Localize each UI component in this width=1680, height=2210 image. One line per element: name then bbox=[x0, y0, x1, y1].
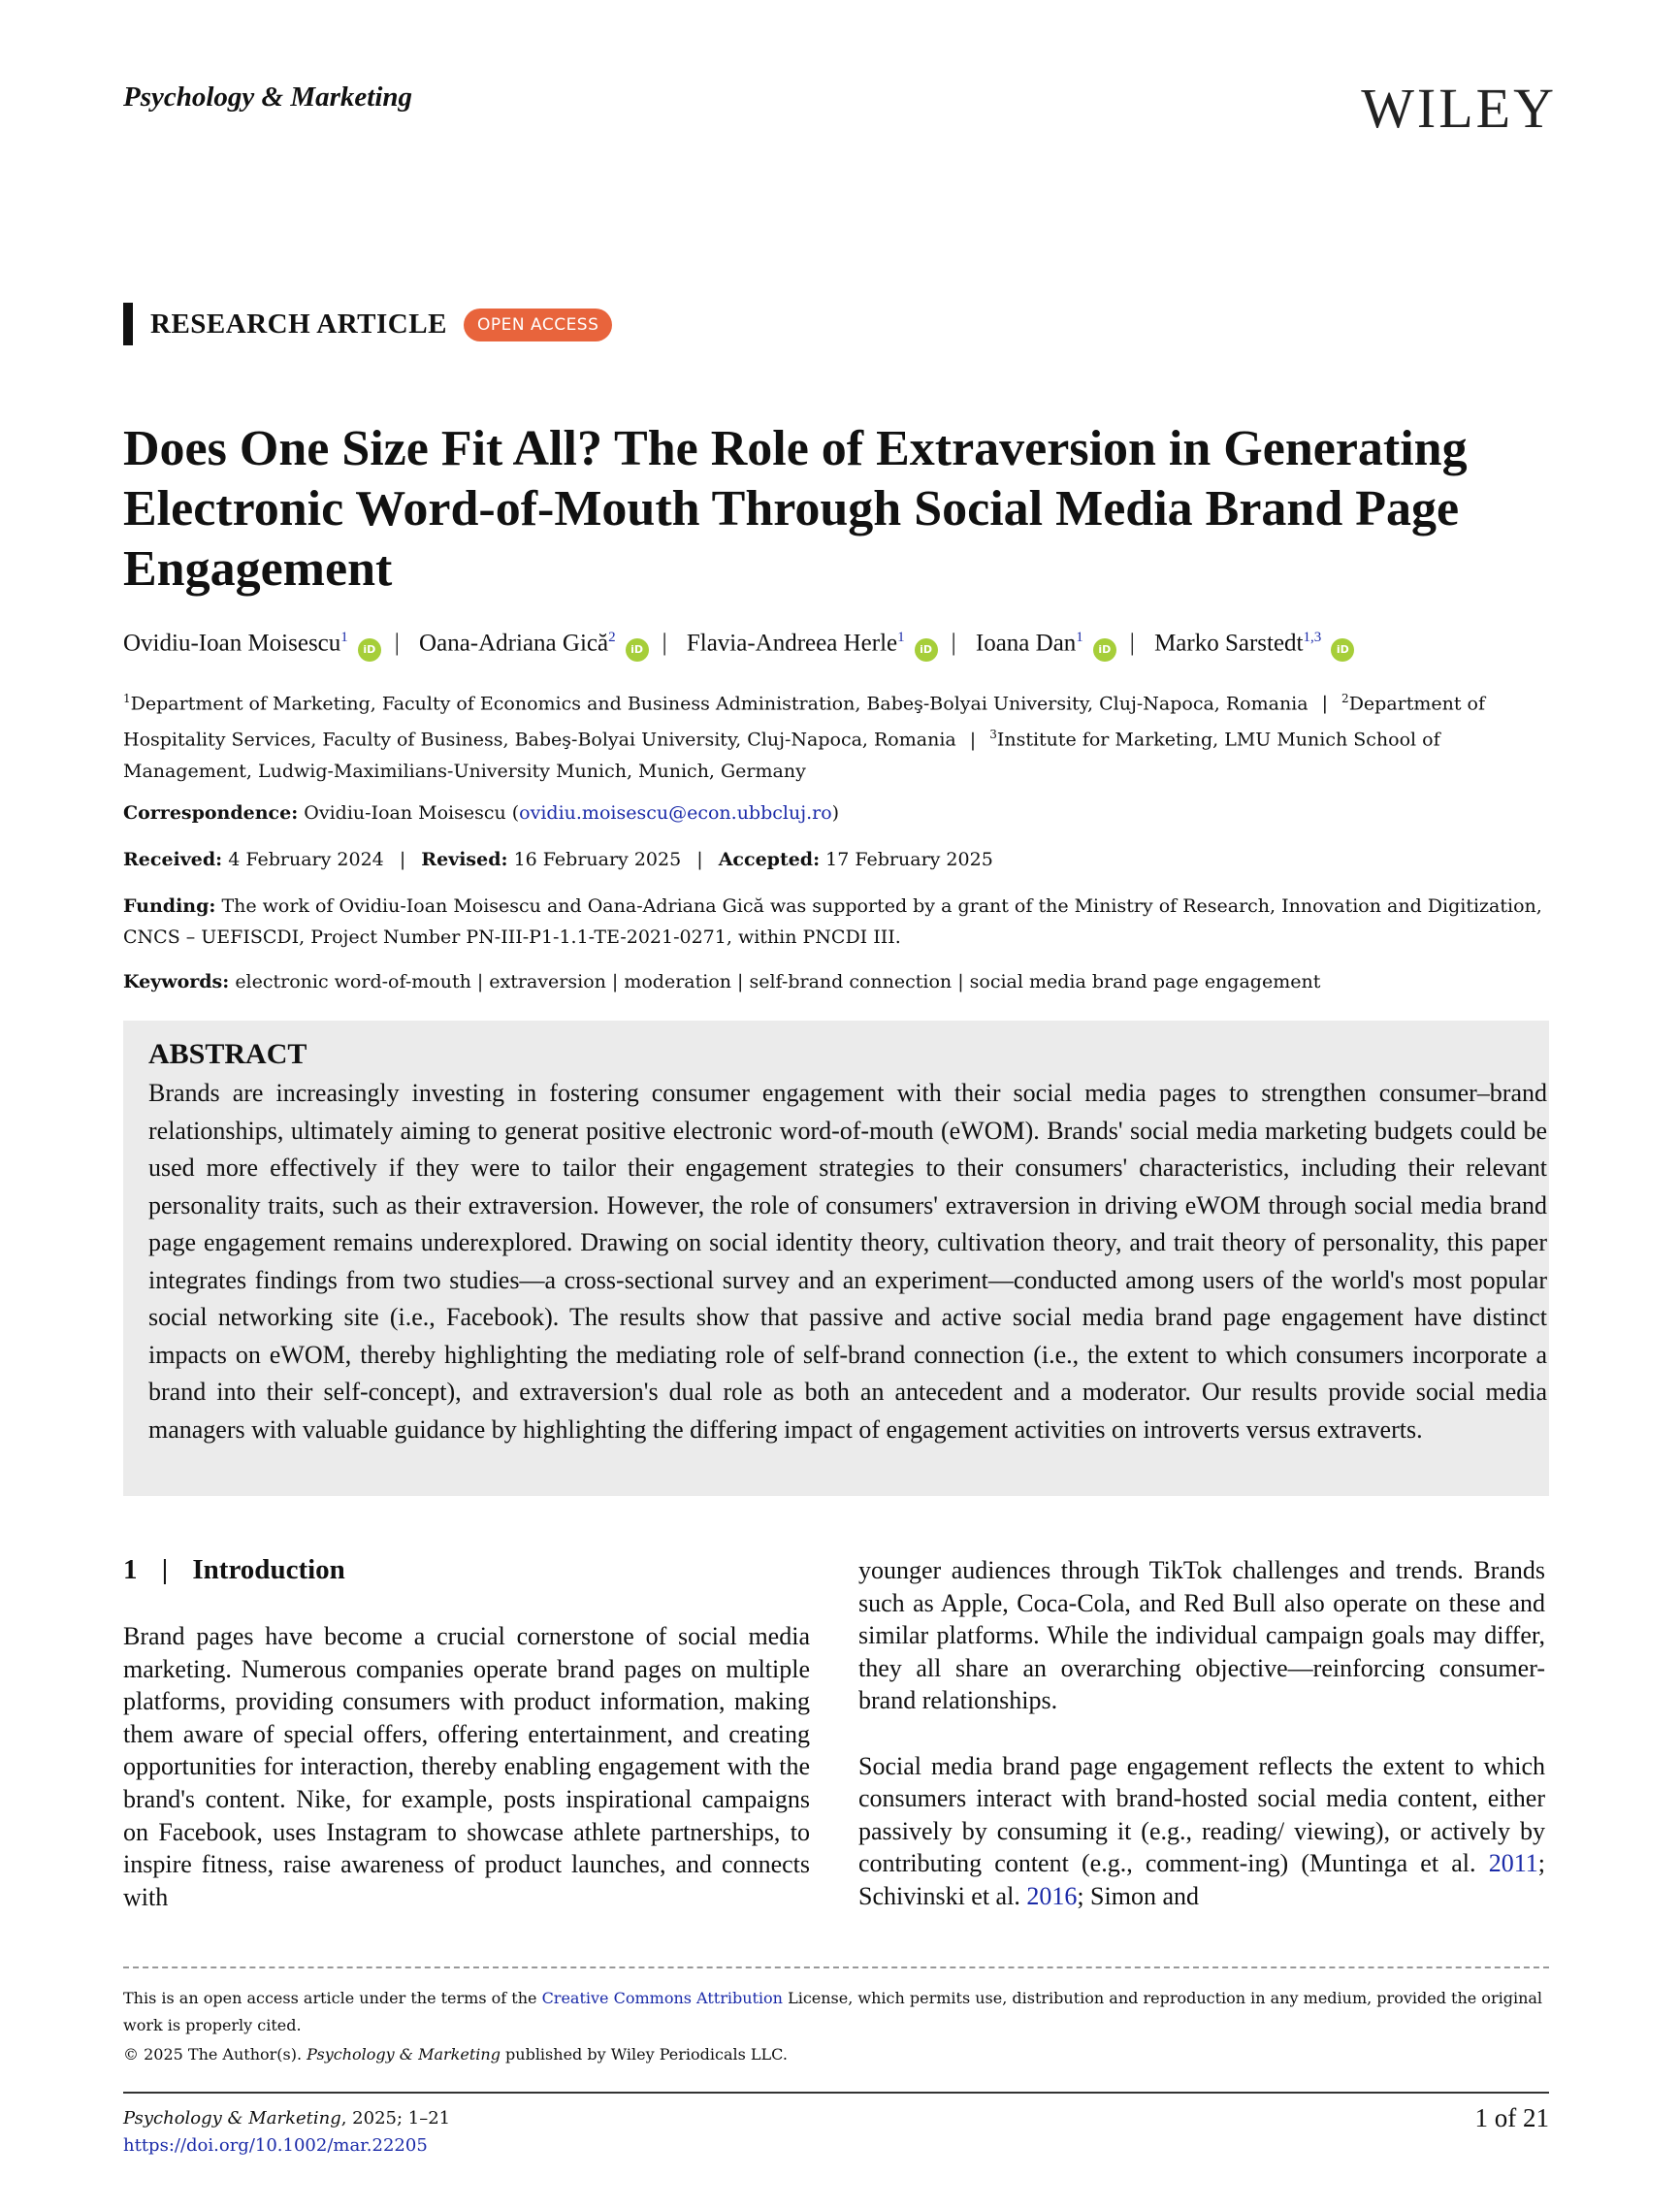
keywords bbox=[123, 966, 1559, 997]
affiliation-number: 3 bbox=[989, 728, 997, 742]
correspondence-label: Correspondence: bbox=[123, 802, 299, 824]
journal-name: Psychology & Marketing bbox=[123, 81, 413, 113]
author-name[interactable]: Flavia-Andreea Herle bbox=[686, 630, 898, 657]
author-affiliation-ref: 1,3 bbox=[1303, 630, 1322, 645]
author-affiliation-ref: 1 bbox=[1076, 630, 1083, 645]
received-date: 4 February 2024 bbox=[228, 849, 384, 870]
copyright-text: © 2025 The Author(s). bbox=[123, 2045, 307, 2064]
license-text: This is an open access article under the terms of the bbox=[123, 1989, 542, 2007]
revised-date: 16 February 2025 bbox=[513, 849, 682, 870]
author-separator: | bbox=[951, 630, 956, 657]
intro-paragraph: Brand pages have become a crucial cornerstone of social media marketing. Numerous companies operate brand pages on multiple platforms, providing consumers with product information, making them aware of special offers, offering entertainment, and creating opportunities for interaction, thereby enabling engagement with the brand's content. Nike, for example, posts inspirational campaigns on Facebook, uses Instagram to showcase athlete partnerships, to inspire fitness, raise awareness of product launches, and connects with bbox=[123, 1622, 810, 1911]
received-label: Received: bbox=[123, 849, 223, 870]
affiliation-text: Department of Hospitality Services, Faculty of Business, Babeş-Bolyai University, Cluj-Napoca, Romania bbox=[123, 693, 1486, 751]
accepted-label: Accepted: bbox=[718, 849, 821, 870]
affiliation-number: 2 bbox=[1341, 692, 1349, 705]
intro-paragraph bbox=[858, 1750, 1545, 1913]
article-type-bar bbox=[123, 303, 133, 345]
open-access-badge: OPEN ACCESS bbox=[464, 309, 612, 341]
correspondence-email-link[interactable]: ovidiu.moisescu@econ.ubbcluj.ro bbox=[519, 802, 832, 824]
author-affiliation-ref: 2 bbox=[608, 630, 616, 645]
keywords-text: electronic word-of-mouth | extraversion | moderation | self-brand connection | social media brand page engagement bbox=[235, 971, 1321, 992]
footer-citation bbox=[123, 2105, 450, 2160]
intro-left-column bbox=[123, 1620, 810, 1946]
article-title: Does One Size Fit All? The Role of Extraversion in Generating Electronic Word-of-Mouth Through Social Media Brand Page Engagement bbox=[123, 421, 1468, 597]
paragraph-text: Social media brand page engagement reflects the extent to which consumers interact with brand-hosted social media content, either passively by consuming it (e.g., reading/ viewing), or actively by contributing content (e.g., comment-ing) (Muntinga et al. bbox=[858, 1751, 1545, 1878]
page-number: 1 of 21 bbox=[1474, 2103, 1549, 2132]
article-dates bbox=[123, 844, 1559, 875]
correspondence-name: Ovidiu-Ioan Moisescu bbox=[304, 802, 506, 824]
intro-right-column bbox=[858, 1554, 1545, 1945]
date-separator: | bbox=[696, 849, 703, 870]
paragraph-text: ; Simon and bbox=[1077, 1881, 1199, 1910]
license-text: License, which permits use, distribution and reproduction in any medium, provided the original work is properly cited. bbox=[123, 1989, 1543, 2034]
copyright-text: published by Wiley Periodicals LLC. bbox=[500, 2045, 788, 2064]
revised-label: Revised: bbox=[421, 849, 508, 870]
affiliation-number: 1 bbox=[123, 692, 131, 705]
footer-rule bbox=[123, 2092, 1549, 2094]
section-title: Introduction bbox=[192, 1554, 345, 1585]
accepted-date: 17 February 2025 bbox=[825, 849, 993, 870]
abstract-heading: ABSTRACT bbox=[148, 1038, 307, 1070]
intro-paragraph: younger audiences through TikTok challenges and trends. Brands such as Apple, Coca-Cola, and Red Bull also operate on these and similar platforms. While the individual campaign goals may differ, they all share an overarching objective—reinforcing consumer-brand relationships. bbox=[858, 1556, 1545, 1715]
funding-label: Funding: bbox=[123, 895, 216, 917]
author-list bbox=[123, 621, 1578, 662]
footer-journal: Psychology & Marketing bbox=[123, 2108, 341, 2129]
orcid-icon[interactable]: iD bbox=[626, 638, 649, 662]
author-name[interactable]: Marko Sarstedt bbox=[1154, 630, 1304, 657]
creative-commons-link[interactable]: Creative Commons Attribution bbox=[541, 1989, 783, 2007]
orcid-icon[interactable]: iD bbox=[1093, 638, 1116, 662]
funding bbox=[123, 891, 1559, 953]
license-notice bbox=[123, 1985, 1549, 2039]
section-heading bbox=[123, 1554, 345, 1586]
publisher-logo: WILEY bbox=[1361, 77, 1557, 140]
correspondence: Correspondence: Ovidiu-Ioan Moisescu (ovidiu.moisescu@econ.ubbcluj.ro) bbox=[123, 802, 840, 824]
affiliations bbox=[123, 683, 1559, 787]
affiliation-separator: | bbox=[969, 729, 977, 751]
author-affiliation-ref: 1 bbox=[340, 630, 348, 645]
copyright-journal: Psychology & Marketing bbox=[307, 2045, 501, 2064]
section-number: 1 bbox=[123, 1554, 138, 1585]
license-divider bbox=[123, 1966, 1549, 1968]
citation-link[interactable]: 2016 bbox=[1026, 1881, 1078, 1910]
doi-link[interactable]: https://doi.org/10.1002/mar.22205 bbox=[123, 2135, 428, 2156]
funding-text: The work of Ovidiu-Ioan Moisescu and Oana-Adriana Gică was supported by a grant of the Ministry of Research, Innovation and Digitization, CNCS – UEFISCDI, Project Number PN-III-P1-1.1-TE-2021-0271, within PNCDI III. bbox=[123, 895, 1542, 948]
author-separator: | bbox=[662, 630, 667, 657]
keywords-label: Keywords: bbox=[123, 971, 230, 992]
author-separator: | bbox=[394, 630, 400, 657]
affiliation-text: Institute for Marketing, LMU Munich School of Management, Ludwig-Maximilians-University Munich, Munich, Germany bbox=[123, 729, 1440, 782]
author-name[interactable]: Oana-Adriana Gică bbox=[419, 630, 609, 657]
citation-link[interactable]: 2011 bbox=[1488, 1849, 1538, 1878]
article-type: RESEARCH ARTICLE bbox=[150, 309, 447, 340]
date-separator: | bbox=[399, 849, 406, 870]
orcid-icon[interactable]: iD bbox=[358, 638, 381, 662]
orcid-icon[interactable]: iD bbox=[915, 638, 938, 662]
affiliation-separator: | bbox=[1321, 693, 1329, 715]
footer-volume: , 2025; 1–21 bbox=[340, 2108, 451, 2129]
copyright-notice bbox=[123, 2045, 788, 2064]
affiliation-text: Department of Marketing, Faculty of Economics and Business Administration, Babeş-Bolyai University, Cluj-Napoca, Romania bbox=[130, 693, 1308, 715]
abstract-text: Brands are increasingly investing in fostering consumer engagement with their social media pages to strengthen consumer–brand relationships, ultimately aiming to generat positive electronic word-of-mouth (eWOM). Brands' social media marketing budgets could be used more effectively if they were to tailor their engagement strategies to their consumers' characteristics, including their relevant personality traits, such as their extraversion. However, the role of consumers' extraversion in driving eWOM through social media brand page engagement remains underexplored. Drawing on social identity theory, cultivation theory, and trait theory of personality, this paper integrates findings from two studies—a cross-sectional survey and an experiment—conducted among users of the world's most popular social networking site (i.e., Facebook). The results show that passive and active social media brand page engagement have distinct impacts on eWOM, thereby highlighting the mediating role of self-brand connection (i.e., the extent to which consumers incorporate a brand into their self-concept), and extraversion's dual role as both an antecedent and a moderator. Our results provide social media managers with valuable guidance by highlighting the differing impact of engagement activities on introverts versus extraverts. bbox=[148, 1079, 1547, 1444]
orcid-icon[interactable]: iD bbox=[1331, 638, 1354, 662]
author-name[interactable]: Ioana Dan bbox=[975, 630, 1077, 657]
section-separator: | bbox=[161, 1554, 169, 1585]
paragraph-text: ; Schivinski et al. bbox=[858, 1849, 1545, 1910]
author-name[interactable]: Ovidiu-Ioan Moisescu bbox=[123, 630, 341, 657]
author-separator: | bbox=[1129, 630, 1135, 657]
author-affiliation-ref: 1 bbox=[897, 630, 905, 645]
